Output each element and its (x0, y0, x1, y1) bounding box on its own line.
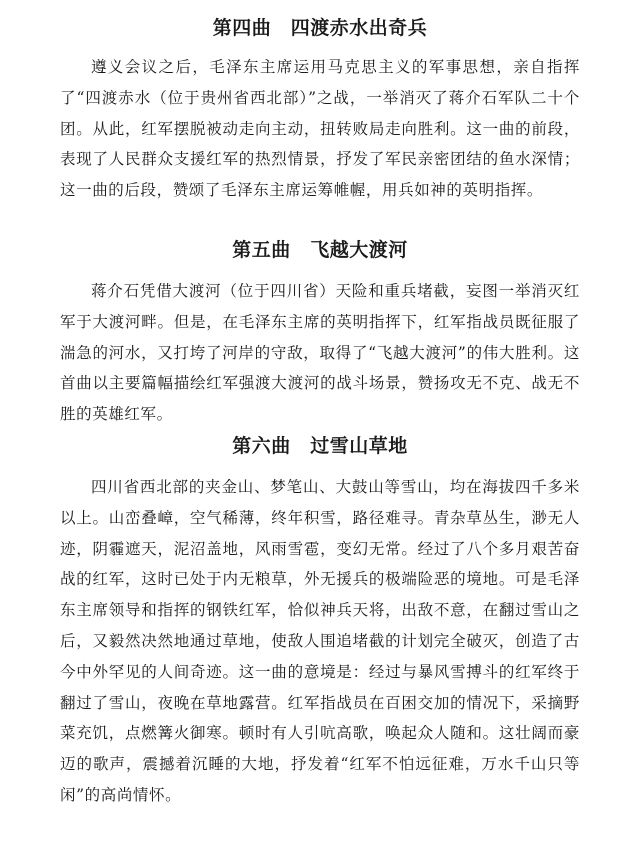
section-heading: 第六曲 过雪山草地 (232, 435, 408, 457)
section-heading: 第四曲 四渡赤水出奇兵 (212, 17, 428, 39)
section-heading: 第五曲 飞越大渡河 (232, 239, 408, 261)
section-fifth-movement (60, 236, 580, 430)
section-sixth-movement (60, 432, 580, 811)
section-paragraph: 四川省西北部的夹金山、梦笔山、大鼓山等雪山，均在海拔四千多米以上。山峦叠嶂，空气稀薄，终年积雪，路径难寻。青杂草丛生，渺无人迹，阴霾遮天，泥沼盖地，风雨雪雹，变幻无常。经过了八个多月艰苦奋战的红军，这时已处于内无粮草，外无援兵的极端险恶的境地。可是毛泽东主席领导和指挥的钢铁红军，恰似神兵天将，出敌不意，在翻过雪山之后，又毅然决然地通过草地，使敌人围追堵截的计划完全破灭，创造了古今中外罕见的人间奇迹。这一曲的意境是：经过与暴风雪搏斗的红军终于翻过了雪山，夜晚在草地露营。红军指战员在百困交加的情况下，采摘野菜充饥，点燃篝火御寒。顿时有人引吭高歌，唤起众人随和。这壮阔而豪迈的歌声，震撼着沉睡的大地，抒发着“红军不怕远征难，万水千山只等闲”的高尚情怀。 (60, 478, 580, 804)
section-fourth-movement (60, 14, 580, 206)
section-paragraph: 遵义会议之后，毛泽东主席运用马克思主义的军事思想，亲自指挥了“四渡赤水（位于贵州省西北部）”之战，一举消灭了蒋介石军队二十个团。从此，红军摆脱被动走向主动，扭转败局走向胜利。这一曲的前段，表现了人民群众支援红军的热烈情景，抒发了军民亲密团结的鱼水深情；这一曲的后段，赞颂了毛泽东主席运筹帷幄，用兵如神的英明指挥。 (60, 58, 580, 200)
section-paragraph: 蒋介石凭借大渡河（位于四川省）天险和重兵堵截，妄图一举消灭红军于大渡河畔。但是，在毛泽东主席的英明指挥下，红军指战员既征服了湍急的河水，又打垮了河岸的守敌，取得了“飞越大渡河”的伟大胜利。这首曲以主要篇幅描绘红军强渡大渡河的战斗场景，赞扬攻无不克、战无不胜的英雄红军。 (60, 282, 580, 424)
